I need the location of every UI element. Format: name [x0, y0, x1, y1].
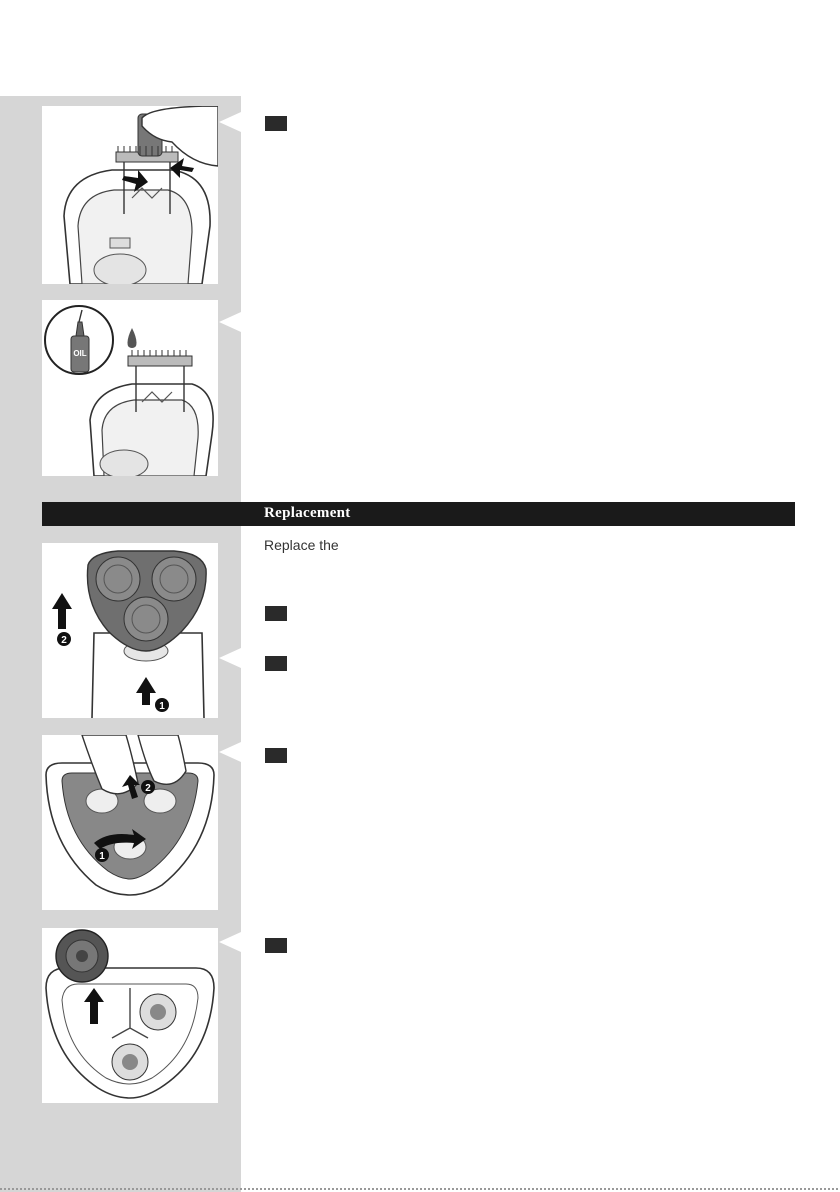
step-marker	[265, 748, 287, 763]
step-marker	[265, 116, 287, 131]
figure-remove-shaving-unit	[42, 543, 218, 718]
trimmer-oil-illustration	[42, 300, 218, 476]
callout-1: 1	[99, 851, 105, 862]
figure-pointer	[219, 312, 241, 332]
step-marker	[265, 656, 287, 671]
oil-bottle-label: OIL	[73, 349, 87, 358]
figure-pointer	[219, 742, 241, 762]
remove-shaving-unit-illustration	[42, 543, 218, 718]
section-header-bar	[42, 502, 795, 526]
figure-trimmer-oil	[42, 300, 218, 476]
figure-pointer	[219, 648, 241, 668]
figure-pointer	[219, 932, 241, 952]
bottom-dotted-rule	[0, 1188, 840, 1190]
figure-retaining-frame	[42, 735, 218, 910]
replacement-intro: Replace the	[264, 537, 339, 553]
figure-trimmer-brush	[42, 106, 218, 284]
section-title: Replacement	[264, 505, 351, 521]
figure-pointer	[219, 112, 241, 132]
step-marker	[265, 938, 287, 953]
step-marker	[265, 606, 287, 621]
callout-2: 2	[61, 635, 67, 646]
callout-1: 1	[159, 701, 165, 712]
trimmer-brush-illustration	[42, 106, 218, 284]
retaining-frame-illustration	[42, 735, 218, 910]
figure-remove-cutter	[42, 928, 218, 1103]
remove-cutter-illustration	[42, 928, 218, 1103]
callout-2: 2	[145, 783, 151, 794]
